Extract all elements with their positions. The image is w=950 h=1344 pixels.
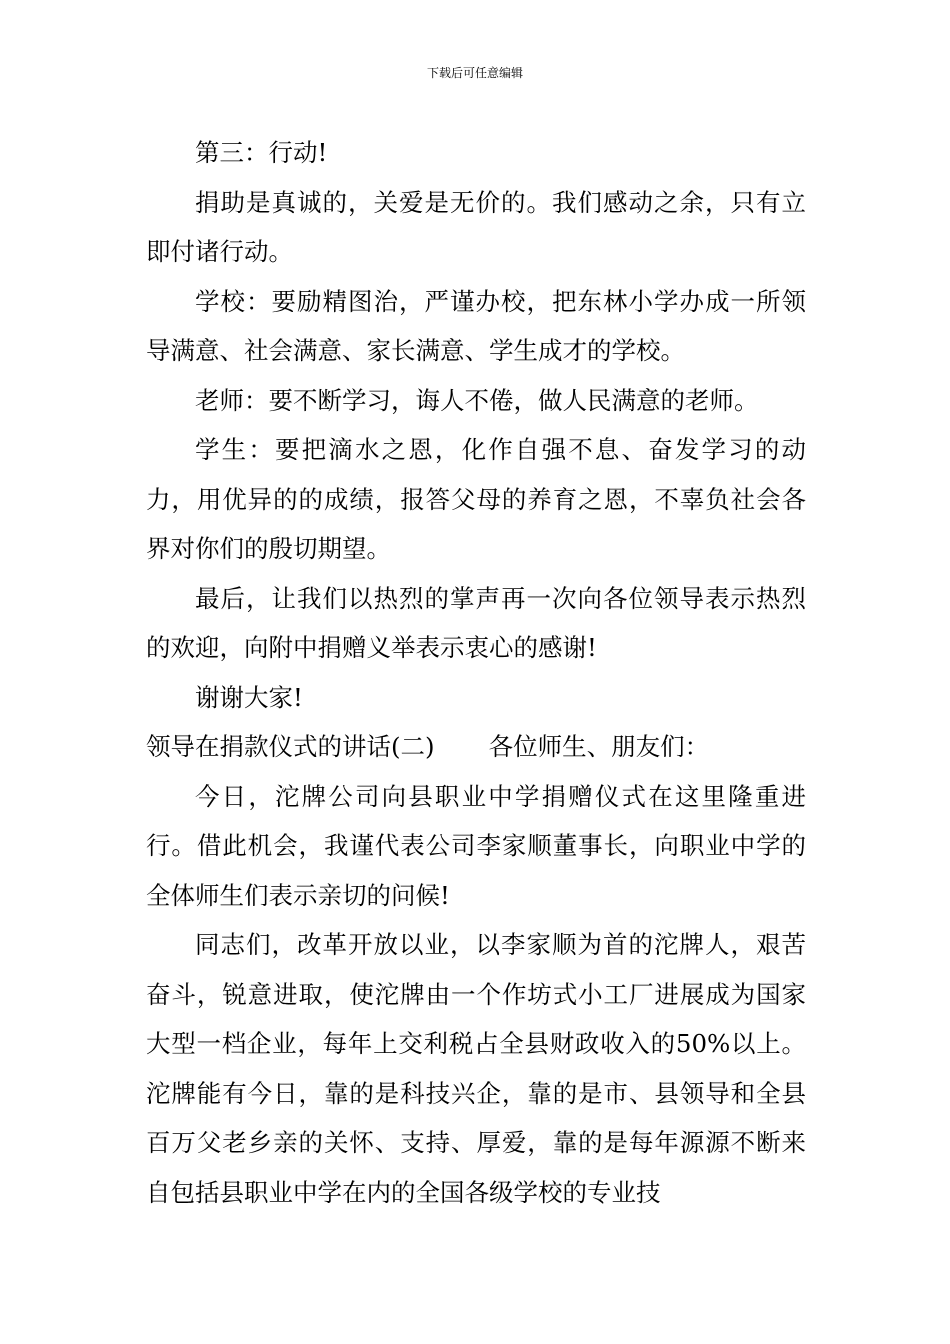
paragraph-section-heading: 第三：行动! xyxy=(195,138,328,167)
page-header-note: 下载后可任意编辑 xyxy=(426,66,523,80)
paragraph: 学生：要把滴水之恩，化作自强不息、奋发学习的动力，用优异的的成绩，报答父母的养育之恩，不辜负社会各界对你们的殷切期望。 xyxy=(146,435,806,563)
speech-title: 领导在捐款仪式的讲话(二) xyxy=(146,732,435,761)
paragraph: 今日，沱牌公司向县职业中学捐赠仪式在这里隆重进行。借此机会，我谨代表公司李家顺董事长，向职业中学的全体师生们表示亲切的问候! xyxy=(146,781,806,910)
paragraph: 最后，让我们以热烈的掌声再一次向各位领导表示热烈的欢迎，向附中捐赠义举表示衷心的感谢! xyxy=(146,583,806,662)
document-body xyxy=(146,128,806,1217)
speech-greeting: 各位师生、朋友们： xyxy=(488,732,710,761)
paragraph-closing: 谢谢大家! xyxy=(195,682,303,712)
paragraph: 老师：要不断学习，诲人不倦，做人民满意的老师。 xyxy=(195,385,759,415)
speech-title-line xyxy=(146,722,806,772)
paragraph: 同志们，改革开放以业，以李家顺为首的沱牌人，艰苦奋斗，锐意进取，使沱牌由一个作坊式小工厂进展成为国家大型一档企业，每年上交利税占全县财政收入的50%以上。沱牌能有今日，靠的是科技兴企，靠的是市、县领导和全县百万父老乡亲的关怀、支持、厚爱，靠的是每年源源不断来自包括县职业中学在内的全国各级学校的专业技 xyxy=(146,930,806,1207)
paragraph: 学校：要励精图治，严谨办校，把东林小学办成一所领导满意、社会满意、家长满意、学生成才的学校。 xyxy=(146,286,806,365)
paragraph: 捐助是真诚的，关爱是无价的。我们感动之余，只有立即付诸行动。 xyxy=(146,187,806,266)
